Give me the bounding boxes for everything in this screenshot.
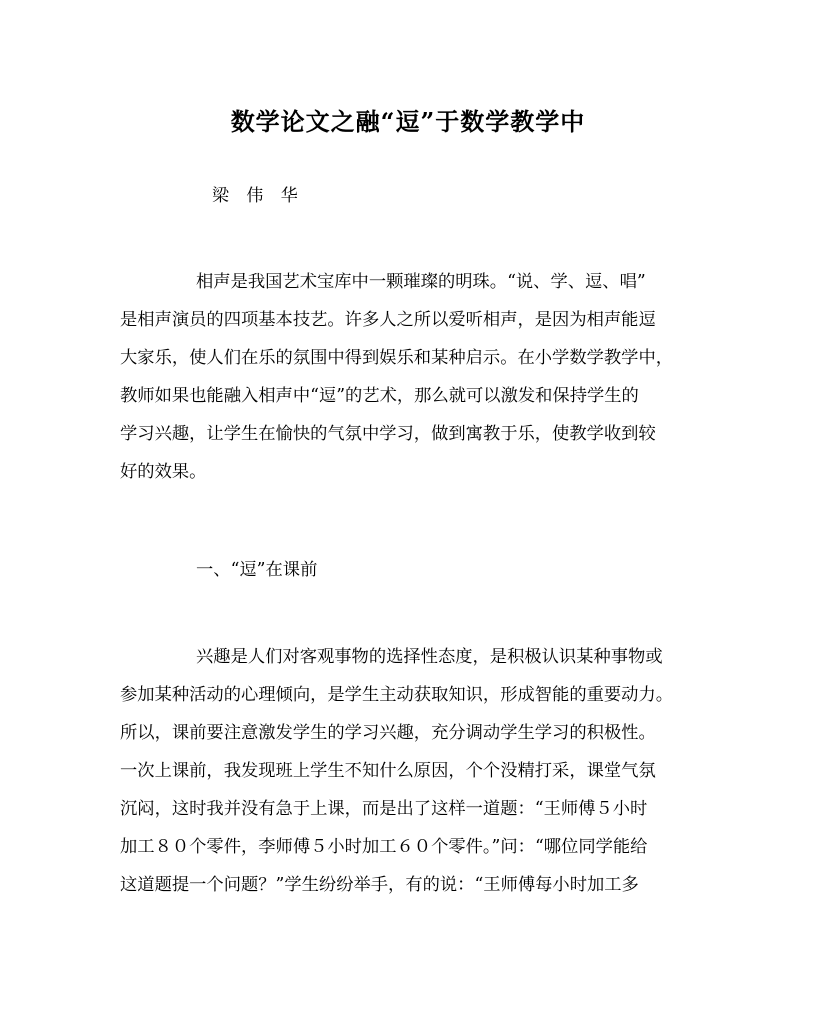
paragraph-line: 兴趣是人们对客观事物的选择性态度，是积极认识某种事物或 xyxy=(196,647,663,667)
paragraph-line: 加工８０个零件，李师傅５小时加工６０个零件。”问：“哪位同学能给 xyxy=(120,837,648,857)
paragraph-line: 大家乐，使人们在乐的氛围中得到娱乐和某种启示。在小学数学教学中， xyxy=(120,348,674,368)
paragraph-line: 这道题提一个问题？”学生纷纷举手，有的说：“王师傅每小时加工多 xyxy=(120,875,639,895)
paragraph-line: 好的效果。 xyxy=(120,462,207,482)
section-heading: 一、“逗”在课前 xyxy=(196,560,318,580)
paragraph-line: 教师如果也能融入相声中“逗”的艺术，那么就可以激发和保持学生的 xyxy=(120,386,639,406)
paragraph-line: 相声是我国艺术宝库中一颗璀璨的明珠。“说、学、逗、唱” xyxy=(196,272,646,292)
paragraph-line: 所以，课前要注意激发学生的学习兴趣，充分调动学生学习的积极性。 xyxy=(120,723,656,743)
paragraph-section1 xyxy=(120,638,696,904)
paragraph-intro xyxy=(120,263,696,491)
paragraph-line: 学习兴趣，让学生在愉快的气氛中学习，做到寓教于乐，使教学收到较 xyxy=(120,424,656,444)
paragraph-line: 是相声演员的四项基本技艺。许多人之所以爱听相声，是因为相声能逗 xyxy=(120,310,656,330)
document-title: 数学论文之融“逗”于数学教学中 xyxy=(230,107,586,136)
paragraph-line: 沉闷，这时我并没有急于上课，而是出了这样一道题：“王师傅５小时 xyxy=(120,799,648,819)
author-name: 梁 伟 华 xyxy=(212,186,304,206)
paragraph-line: 一次上课前，我发现班上学生不知什么原因，个个没精打采，课堂气氛 xyxy=(120,761,656,781)
paragraph-line: 参加某种活动的心理倾向，是学生主动获取知识，形成智能的重要动力。 xyxy=(120,685,674,705)
